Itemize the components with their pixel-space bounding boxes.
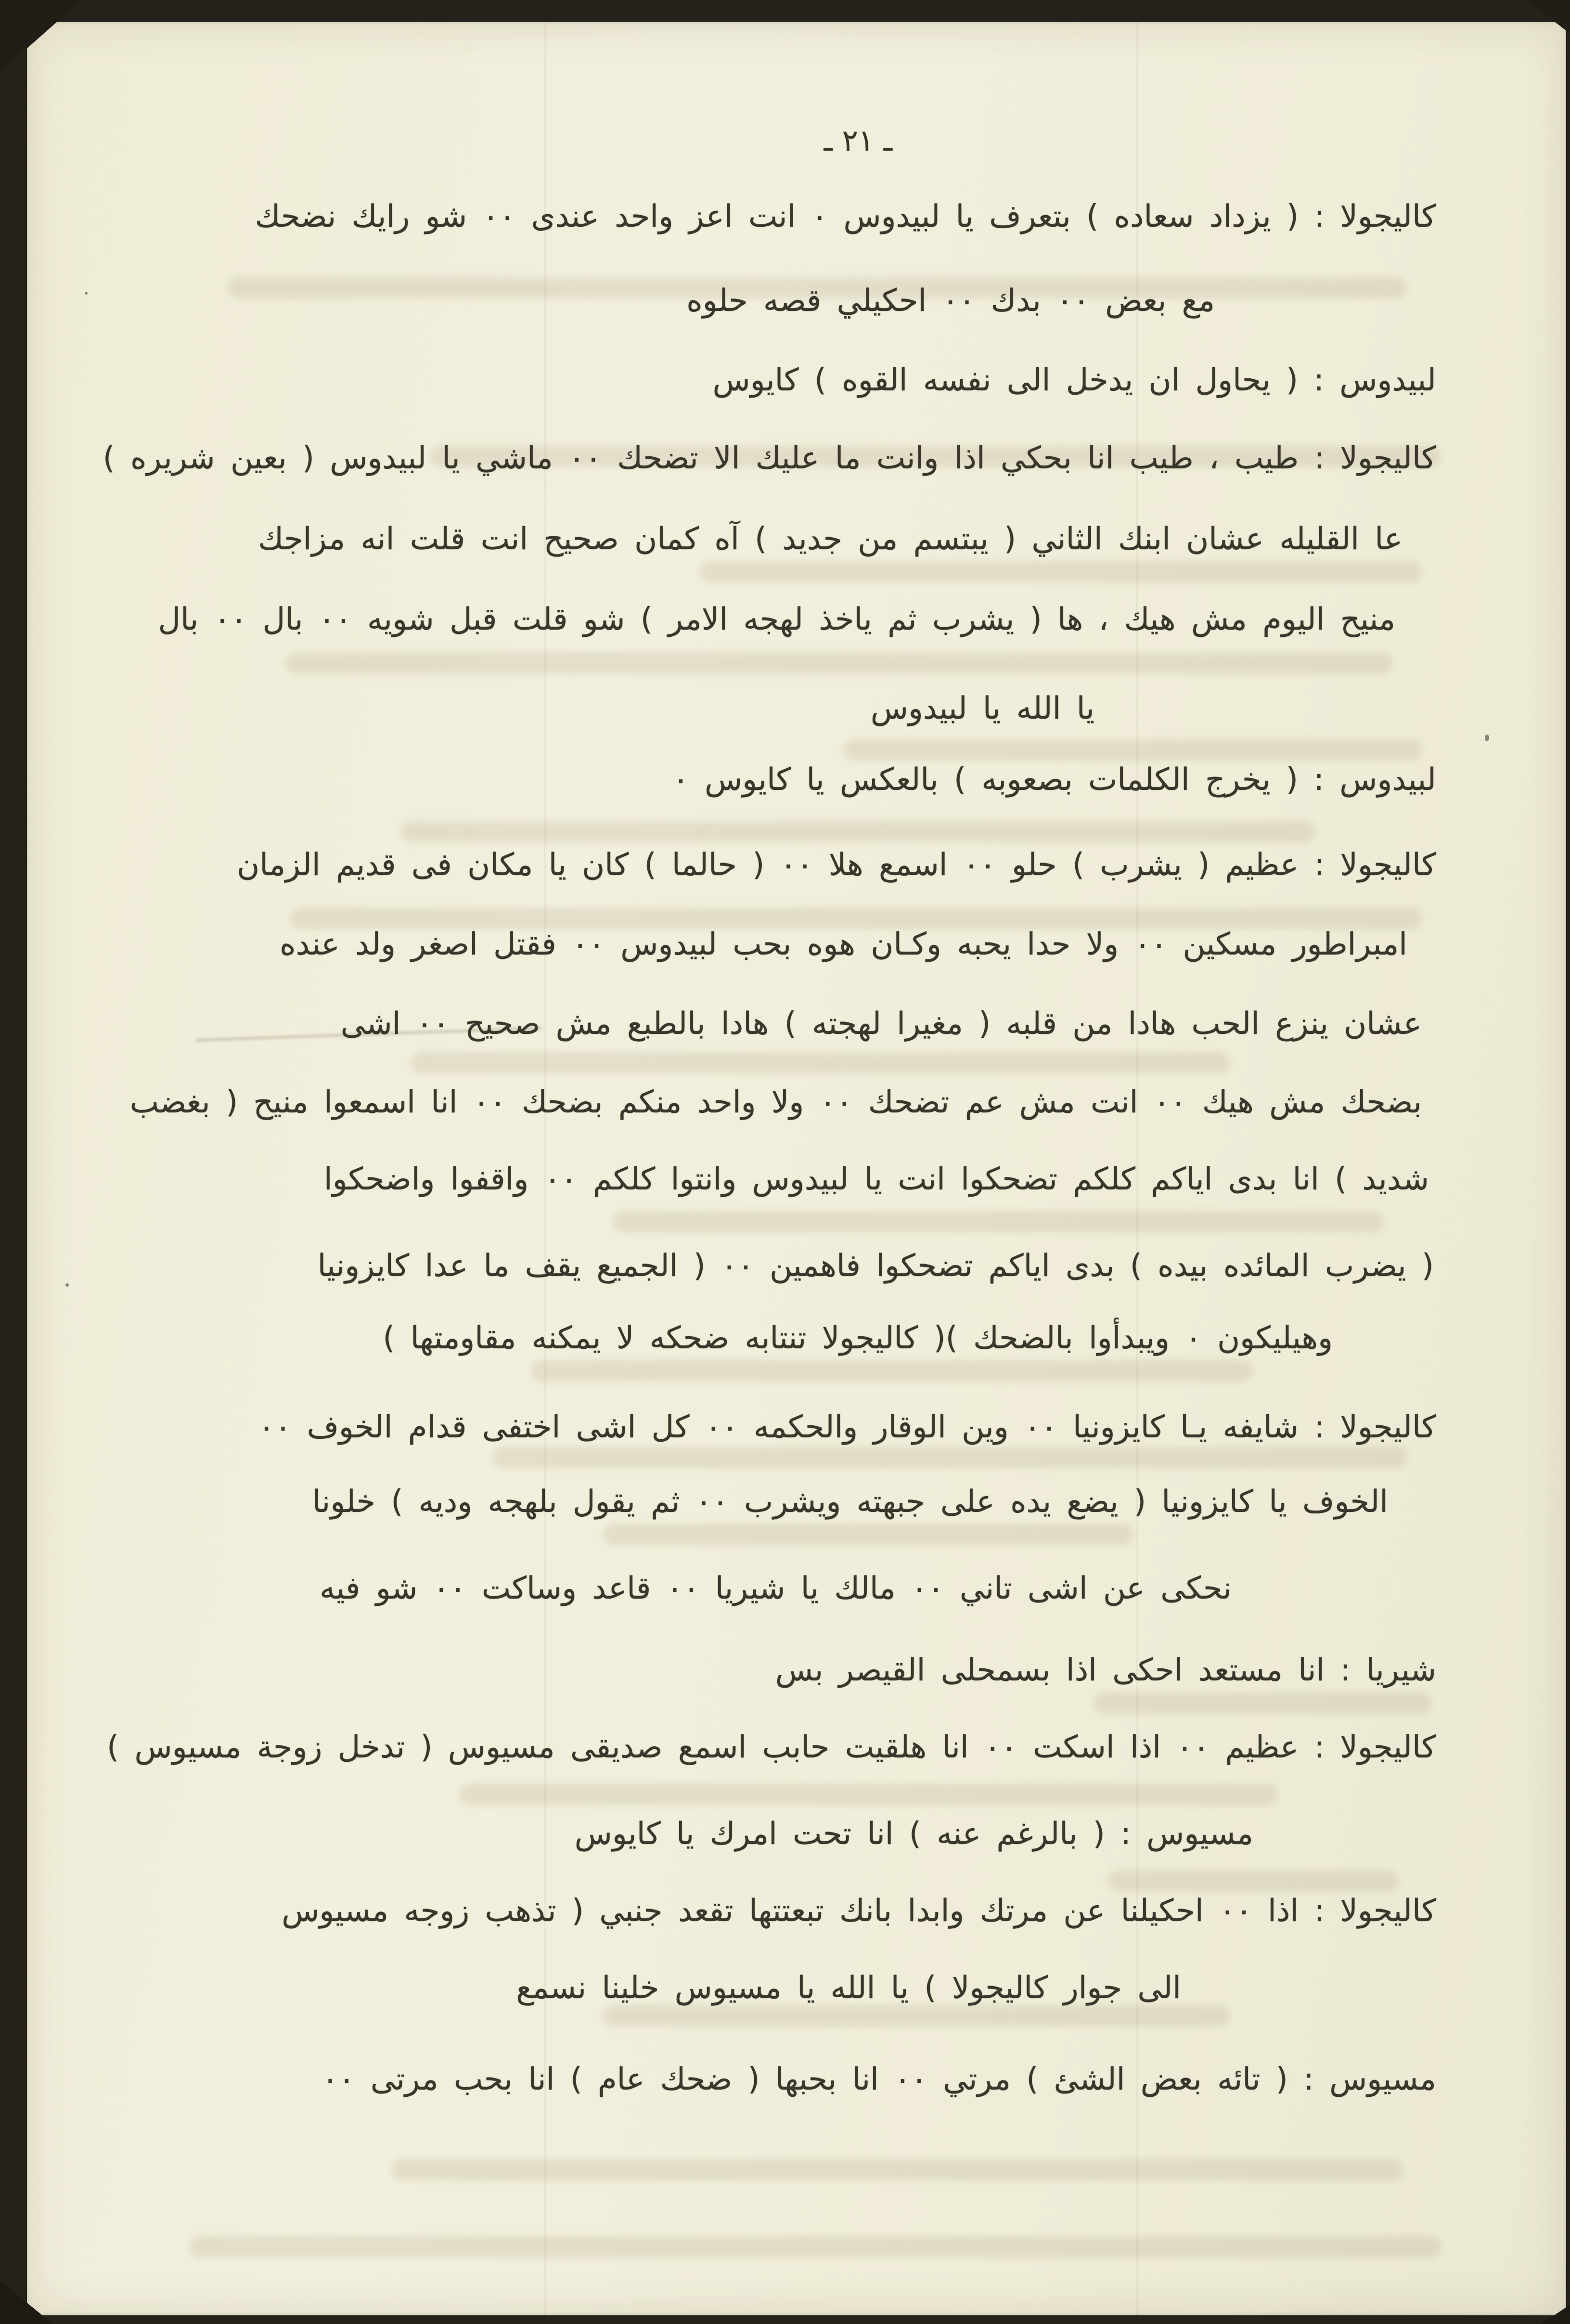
dialogue-line: نحكى عن اشى تاني ٠٠ مالك يا شيريا ٠٠ قاعد وساكت ٠٠ شو فيه — [320, 1571, 1232, 1606]
dialogue-line: امبراطور مسكين ٠٠ ولا حدا يحبه وكـان هوه بحب لبيدوس ٠٠ فقتل اصغر ولد عنده — [280, 927, 1407, 962]
bleed-through — [604, 1524, 1133, 1545]
bleed-through — [392, 2159, 1403, 2181]
dialogue-line: ( يضرب المائده بيده ) بدى اياكم تضحكوا فاهمين ٠٠ ( الجميع يقف ما عدا كايزونيا — [317, 1248, 1434, 1284]
dialogue-line: الى جوار كاليجولا ) يا الله يا مسيوس خلينا نسمع — [516, 1970, 1181, 2006]
scanner-corner — [0, 0, 82, 72]
scanner-corner — [1527, 0, 1570, 34]
dialogue-line: مسيوس : ( بالرغم عنه ) انا تحت امرك يا كايوس — [574, 1816, 1253, 1852]
dialogue-line: لبيدوس : ( يخرج الكلمات بصعوبه ) بالعكس يا كايوس ٠ — [672, 762, 1436, 798]
dialogue-line: كاليجولا : عظيم ( يشرب ) حلو ٠٠ اسمع هلا ٠٠ ( حالما ) كان يا مكان فى قديم الزمان — [237, 847, 1436, 883]
dialogue-line: كاليجولا : عظيم ٠٠ اذا اسكت ٠٠ انا هلقيت حابب اسمع صديقى مسيوس ( تدخل زوجة مسيوس ) — [107, 1730, 1436, 1765]
dialogue-line: الخوف يا كايزونيا ( يضع يده على جبهته ويشرب ٠٠ ثم يقول بلهجه وديه ) خلونا — [312, 1484, 1388, 1520]
dialogue-line: شيريا : انا مستعد احكى اذا بسمحلى القيصر بس — [775, 1653, 1436, 1688]
dialogue-line: منيح اليوم مش هيك ، ها ( يشرب ثم ياخذ لهجه الامر ) شو قلت قبل شويه ٠٠ بال ٠٠ بال — [158, 602, 1395, 637]
scanner-corner — [1541, 2305, 1570, 2324]
bleed-through — [493, 1447, 1407, 1468]
bleed-through — [1109, 1871, 1398, 1892]
dialogue-line: مسيوس : ( تائه بعض الشئ ) مرتي ٠٠ انا بحبها ( ضحك عام ) انا بحب مرتى ٠٠ — [322, 2062, 1436, 2097]
dialogue-line: كاليجولا : طيب ، طيب انا بحكي اذا وانت ما عليك الا تضحك ٠٠ ماشي يا لبيدوس ( بعين شريره ) — [103, 440, 1436, 476]
bleed-through — [286, 653, 1393, 674]
bleed-through — [700, 561, 1422, 582]
ink-speck — [1485, 735, 1489, 741]
bleed-through — [401, 821, 1316, 842]
dialogue-line: وهيليكون ٠ ويبدأوا بالضحك )( كاليجولا تنتابه ضحكه لا يمكنه مقاومتها ) — [383, 1320, 1333, 1356]
ink-speck — [65, 1283, 69, 1287]
dialogue-line: كاليجولا : شايفه يـا كايزونيا ٠٠ وين الوقار والحكمه ٠٠ كل اشى اختفى قدام الخوف ٠٠ — [258, 1409, 1436, 1445]
bleed-through — [613, 1211, 1383, 1232]
page-number: ـ ٢١ ـ — [824, 123, 892, 158]
bleed-through — [604, 2005, 1229, 2027]
document-page — [27, 22, 1566, 2315]
dialogue-line: كاليجولا : ( يزداد سعاده ) بتعرف يا لبيدوس ٠ انت اعز واحد عندى ٠٠ شو رايك نضحك — [255, 199, 1436, 234]
dialogue-line: يا الله يا لبيدوس — [870, 691, 1094, 726]
dialogue-line: بضحك مش هيك ٠٠ انت مش عم تضحك ٠٠ ولا واحد منكم بضحك ٠٠ انا اسمعوا منيح ( بغضب — [129, 1085, 1422, 1120]
bleed-through — [531, 1360, 1253, 1381]
dialogue-line: عا القليله عشان ابنك الثاني ( يبتسم من جديد ) آه كمان صحيح انت قلت انه مزاجك — [258, 521, 1403, 557]
bleed-through — [411, 1052, 1229, 1073]
scanner-corner — [0, 2281, 53, 2324]
bleed-through — [190, 2236, 1441, 2258]
dialogue-line: لبيدوس : ( يحاول ان يدخل الى نفسه القوه ) كايوس — [712, 362, 1436, 398]
dialogue-line: شديد ) انا بدى اياكم كلكم تضحكوا انت يا لبيدوس وانتوا كلكم ٠٠ واقفوا واضحكوا — [323, 1162, 1429, 1197]
dialogue-line: عشان ينزع الحب هادا من قلبه ( مغيرا لهجته ) هادا بالطبع مش صحيح ٠٠ اشى — [340, 1006, 1422, 1042]
ink-speck — [85, 292, 88, 295]
bleed-through — [1094, 1692, 1431, 1714]
bleed-through — [459, 1784, 1277, 1805]
bleed-through — [844, 739, 1422, 761]
dialogue-line: مع بعض ٠٠ بدك ٠٠ احكيلي قصه حلوه — [686, 283, 1215, 319]
dialogue-line: كاليجولا : اذا ٠٠ احكيلنا عن مرتك وابدا بانك تبعتتها تقعد جنبي ( تذهب زوجه مسيوس — [282, 1893, 1436, 1929]
